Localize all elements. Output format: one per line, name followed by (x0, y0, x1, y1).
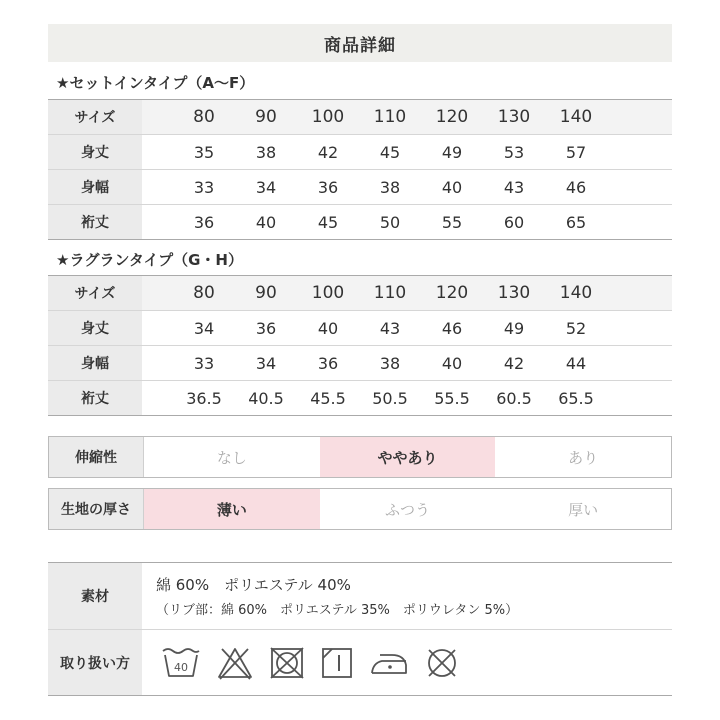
table-cell: 45 (379, 142, 401, 162)
table-cell: 42 (503, 353, 525, 373)
table-cell: 53 (503, 142, 525, 162)
no-dry-clean-icon (424, 645, 460, 681)
size-header-cell: 100 (311, 107, 345, 127)
table-cell: 60 (503, 212, 525, 232)
table-cell: 55 (441, 212, 463, 232)
care-icons (156, 645, 672, 681)
raglan-title: ★ラグランタイプ（G・H） (56, 251, 243, 269)
table-cell: 43 (379, 318, 401, 338)
size-header-cell: 90 (255, 283, 277, 303)
table-cell: 36 (317, 353, 339, 373)
size-header-cell: 100 (311, 283, 345, 303)
material-rib: （リブ部：綿 60% ポリエステル 35% ポリウレタン 5%） (156, 603, 519, 618)
size-header-cell: 80 (193, 283, 215, 303)
table-row (48, 381, 672, 415)
table-cell: 38 (379, 353, 401, 373)
table-cell: 46 (565, 177, 587, 197)
size-header-cell: 90 (255, 107, 277, 127)
set-in-size-table (48, 99, 672, 240)
iron-low-icon (368, 645, 410, 681)
material-main: 綿 60% ポリエステル 40% (156, 576, 351, 594)
size-header-cell: 110 (373, 283, 407, 303)
table-row (48, 170, 672, 205)
table-cell: 40 (441, 177, 463, 197)
size-header-cell: 130 (497, 107, 531, 127)
table-cell: 42 (317, 142, 339, 162)
table-cell: 34 (255, 353, 277, 373)
table-cell: 57 (565, 142, 587, 162)
table-cell: 49 (503, 318, 525, 338)
stretch-scale (48, 436, 672, 478)
table-cell: 36 (317, 177, 339, 197)
table-cell: 46 (441, 318, 463, 338)
table-cell: 33 (193, 177, 215, 197)
table-cell: 40.5 (248, 388, 284, 408)
row-label: 身丈 (48, 135, 142, 169)
line-dry-shade-icon (320, 645, 354, 681)
table-row (48, 135, 672, 170)
material-care-table (48, 562, 672, 696)
table-cell: 60.5 (496, 388, 532, 408)
table-cell: 52 (565, 318, 587, 338)
row-label: 身幅 (48, 170, 142, 204)
size-label: サイズ (48, 276, 142, 310)
size-header-cell: 140 (559, 107, 593, 127)
wash-temp-label: 40 (174, 660, 188, 674)
size-header-cell: 140 (559, 283, 593, 303)
table-cell: 40 (441, 353, 463, 373)
row-label: 身丈 (48, 311, 142, 345)
size-header-cell: 130 (497, 283, 531, 303)
table-cell: 34 (193, 318, 215, 338)
table-cell: 65 (565, 212, 587, 232)
table-cell: 36 (193, 212, 215, 232)
stretch-option-slight: ややあり (320, 437, 496, 477)
table-cell: 40 (255, 212, 277, 232)
page-title: 商品詳細 (48, 24, 672, 62)
table-cell: 49 (441, 142, 463, 162)
table-cell: 45 (317, 212, 339, 232)
care-label: 取り扱い方 (48, 630, 142, 695)
table-cell: 43 (503, 177, 525, 197)
size-header-cell: 110 (373, 107, 407, 127)
table-cell: 36.5 (186, 388, 222, 408)
raglan-size-table (48, 275, 672, 416)
size-header-cell: 120 (435, 283, 469, 303)
no-bleach-icon (216, 645, 254, 681)
table-header-row (48, 100, 672, 135)
thickness-scale (48, 488, 672, 530)
stretch-label: 伸縮性 (49, 437, 144, 477)
row-label: 裄丈 (48, 381, 142, 415)
size-label: サイズ (48, 100, 142, 134)
material-row (48, 563, 672, 630)
table-cell: 55.5 (434, 388, 470, 408)
table-cell: 36 (255, 318, 277, 338)
table-header-row (48, 276, 672, 311)
stretch-option-none: なし (216, 448, 247, 467)
table-cell: 45.5 (310, 388, 346, 408)
no-tumble-dry-icon (268, 645, 306, 681)
size-header-cell: 120 (435, 107, 469, 127)
table-cell: 38 (379, 177, 401, 197)
row-label: 身幅 (48, 346, 142, 380)
thickness-option-thin: 薄い (144, 489, 320, 529)
row-label: 裄丈 (48, 205, 142, 239)
table-row (48, 311, 672, 346)
stretch-option-yes: あり (568, 448, 599, 467)
table-cell: 44 (565, 353, 587, 373)
table-cell: 50.5 (372, 388, 408, 408)
table-cell: 50 (379, 212, 401, 232)
table-cell: 35 (193, 142, 215, 162)
set-in-title: ★セットインタイプ（A～F） (56, 74, 255, 92)
thickness-label: 生地の厚さ (49, 489, 144, 529)
table-cell: 34 (255, 177, 277, 197)
table-row (48, 346, 672, 381)
table-cell: 33 (193, 353, 215, 373)
thickness-option-normal: ふつう (385, 500, 431, 519)
material-label: 素材 (48, 563, 142, 629)
table-cell: 65.5 (558, 388, 594, 408)
wash-40-icon (160, 645, 202, 681)
care-row (48, 630, 672, 695)
thickness-option-thick: 厚い (568, 500, 599, 519)
table-cell: 38 (255, 142, 277, 162)
table-cell: 40 (317, 318, 339, 338)
table-row (48, 205, 672, 239)
size-header-cell: 80 (193, 107, 215, 127)
